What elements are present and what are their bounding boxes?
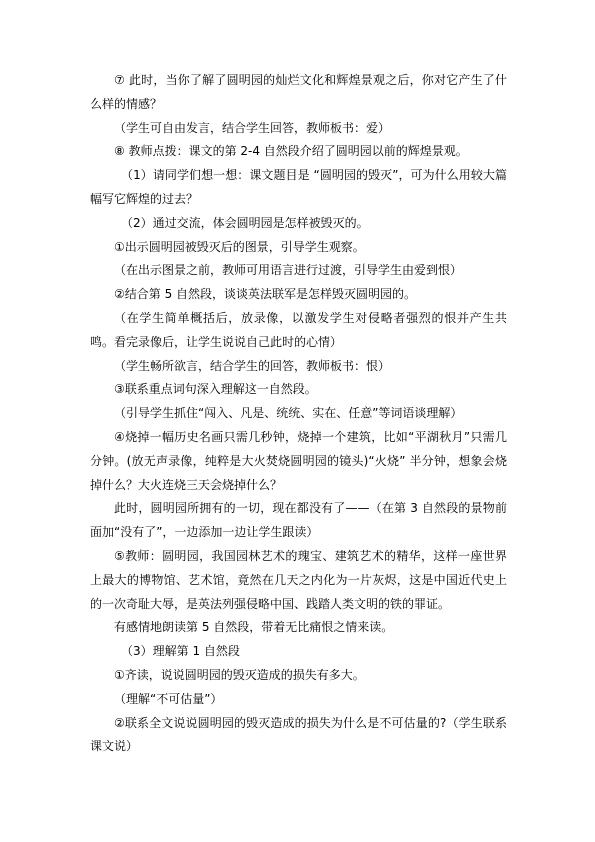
paragraph-student-response-love: （学生可自由发言，结合学生回答，教师板书：爱） bbox=[114, 120, 391, 135]
paragraph-step-3-heading: （3）理解第 1 自然段 bbox=[121, 644, 240, 659]
paragraph-item-2-whole-text: ②联系全文说说圆明园的毁灭造成的损失为什么是不可估量的?（学生联系课文说） bbox=[90, 715, 507, 754]
paragraph-note-transition: （在出示图景之前，教师可用语言进行过渡，引导学生由爱到恨） bbox=[114, 263, 463, 278]
paragraph-item-4-burning: ④烧掉一幅历史名画只需几秒钟，烧掉一个建筑，比如“平湖秋月”只需几分钟。(放无声录像，纯粹是大火焚烧圆明园的镜头)“火烧” 半分钟，想象会烧掉什么？大火连烧三天会烧掉什么？ bbox=[90, 429, 507, 492]
paragraph-teacher-guidance-8: ⑧ 教师点拨：课文的第 2-4 自然段介绍了圆明园以前的辉煌景观。 bbox=[114, 144, 468, 159]
paragraph-item-1-show-image: ①出示圆明园被毁灭后的图景，引导学生观察。 bbox=[114, 239, 365, 254]
paragraph-now-nothing-left: 此时，圆明园所拥有的一切，现在都没有了——（在第 3 自然段的景物前面加“没有了”，一边添加一边让学生跟读） bbox=[90, 501, 507, 540]
paragraph-item-5-teacher: ⑤教师：圆明园，我国园林艺术的瑰宝、建筑艺术的精华，这样一座世界上最大的博物馆、艺术馆，竟然在几天之内化为一片灰烬，这是中国近代史上的一次奇耻大辱，是英法列强侵略中国、践踏人类文明的铁的罪证。 bbox=[90, 548, 507, 611]
paragraph-note-key-words: （引导学生抓住“闯入、凡是、统统、实在、任意”等词语谈理解） bbox=[114, 406, 463, 421]
paragraph-item-2-paragraph-5: ②结合第 5 自然段，谈谈英法联军是怎样毁灭圆明园的。 bbox=[114, 287, 417, 302]
paragraph-question-7: ⑦ 此时，当你了解了圆明园的灿烂文化和辉煌景观之后，你对它产生了什么样的情感？ bbox=[90, 73, 507, 111]
paragraph-note-immeasurable: （理解“不可估量”） bbox=[114, 691, 223, 706]
paragraph-note-video: （在学生简单概括后，放录像，以激发学生对侵略者强烈的恨并产生共鸣。看完录像后，让学生说说自己此时的心情） bbox=[90, 310, 507, 349]
paragraph-step-2-heading: （2）通过交流，体会圆明园是怎样被毁灭的。 bbox=[121, 215, 369, 230]
paragraph-item-3-key-words: ③联系重点词句深入理解这一自然段。 bbox=[114, 382, 317, 397]
paragraph-read-aloud: 有感情地朗读第 5 自然段，带着无比痛恨之情来读。 bbox=[114, 620, 394, 635]
paragraph-step-1-question: （1）请同学们想一想：课文题目是 “圆明园的毁灭”，可为什么用较大篇幅写它辉煌的过去？ bbox=[90, 168, 507, 206]
paragraph-student-response-hate: （学生畅所欲言，结合学生的回答，教师板书：恨） bbox=[114, 358, 391, 373]
paragraph-item-1-read-together: ①齐读，说说圆明园的毁灭造成的损失有多大。 bbox=[114, 667, 365, 682]
document-body bbox=[90, 69, 507, 759]
